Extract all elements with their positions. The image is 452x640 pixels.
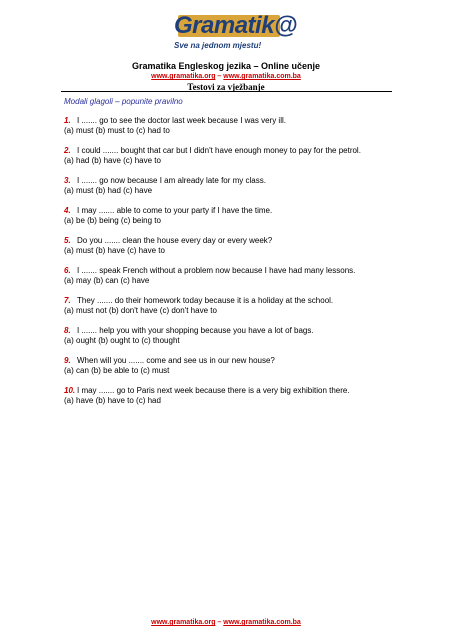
question-options: (a) may (b) can (c) have — [64, 276, 150, 285]
header-link-org[interactable]: www.gramatika.org — [151, 73, 216, 80]
header-link-ba[interactable]: www.gramatika.com.ba — [223, 73, 301, 80]
question-item — [64, 116, 404, 136]
question-options: (a) must not (b) don't have (c) don't have to — [64, 306, 217, 315]
footer-link-separator: – — [215, 619, 224, 626]
question-number: 7. — [64, 296, 71, 305]
question-number: 4. — [64, 206, 71, 215]
question-text: I ....... help you with your shopping because you have a lot of bags. — [77, 326, 314, 335]
footer-link-ba[interactable]: www.gramatika.com.ba — [223, 619, 301, 626]
question-number: 1. — [64, 116, 71, 125]
question-text: I may ....... able to come to your party if I have the time. — [77, 206, 273, 215]
question-item — [64, 206, 404, 226]
header-link-separator: – — [215, 73, 224, 80]
question-item — [64, 146, 404, 166]
question-text: I could ....... bought that car but I didn't have enough money to pay for the petrol. — [77, 146, 361, 155]
question-item — [64, 356, 404, 376]
question-text: Do you ....... clean the house every day or every week? — [77, 236, 273, 245]
question-number: 2. — [64, 146, 71, 155]
question-number: 10. — [64, 386, 76, 395]
question-item — [64, 386, 404, 406]
site-logo — [170, 12, 297, 58]
question-item — [64, 326, 404, 346]
question-text: I ....... go to see the doctor last week because I was very ill. — [77, 116, 286, 125]
question-item — [64, 176, 404, 196]
question-options: (a) be (b) being (c) being to — [64, 216, 161, 225]
exercise-instructions: Modali glagoli – popunite pravilno — [64, 97, 183, 106]
footer-link-org[interactable]: www.gramatika.org — [151, 619, 216, 626]
question-options: (a) have (b) have to (c) had — [64, 396, 161, 405]
question-text: I ....... speak French without a problem now because I have had many lessons. — [77, 266, 356, 275]
page-footer — [0, 619, 452, 626]
logo-text: Gramatik@ — [174, 12, 297, 39]
logo-tagline: Sve na jednom mjestu! — [174, 41, 262, 50]
header-subtitle: Testovi za vježbanje — [187, 82, 265, 92]
question-options: (a) ought (b) ought to (c) thought — [64, 336, 180, 345]
page-header — [0, 61, 452, 93]
question-list — [64, 116, 404, 416]
question-number: 9. — [64, 356, 71, 365]
question-number: 6. — [64, 266, 71, 275]
header-divider — [61, 91, 392, 92]
question-number: 5. — [64, 236, 71, 245]
question-number: 8. — [64, 326, 71, 335]
question-text: They ....... do their homework today because it is a holiday at the school. — [77, 296, 334, 305]
question-options: (a) must (b) have (c) have to — [64, 246, 165, 255]
question-item — [64, 296, 404, 316]
question-item — [64, 266, 404, 286]
question-item — [64, 236, 404, 256]
question-number: 3. — [64, 176, 71, 185]
question-options: (a) must (b) had (c) have — [64, 186, 153, 195]
question-options: (a) can (b) be able to (c) must — [64, 366, 170, 375]
question-text: I ....... go now because I am already late for my class. — [77, 176, 266, 185]
question-options: (a) must (b) must to (c) had to — [64, 126, 170, 135]
header-links — [0, 72, 452, 81]
question-text: When will you ....... come and see us in our new house? — [77, 356, 275, 365]
header-title: Gramatika Engleskog jezika – Online učenje — [131, 61, 321, 71]
question-options: (a) had (b) have (c) have to — [64, 156, 161, 165]
question-text: I may ....... go to Paris next week because there is a very big exhibition there. — [77, 386, 350, 395]
